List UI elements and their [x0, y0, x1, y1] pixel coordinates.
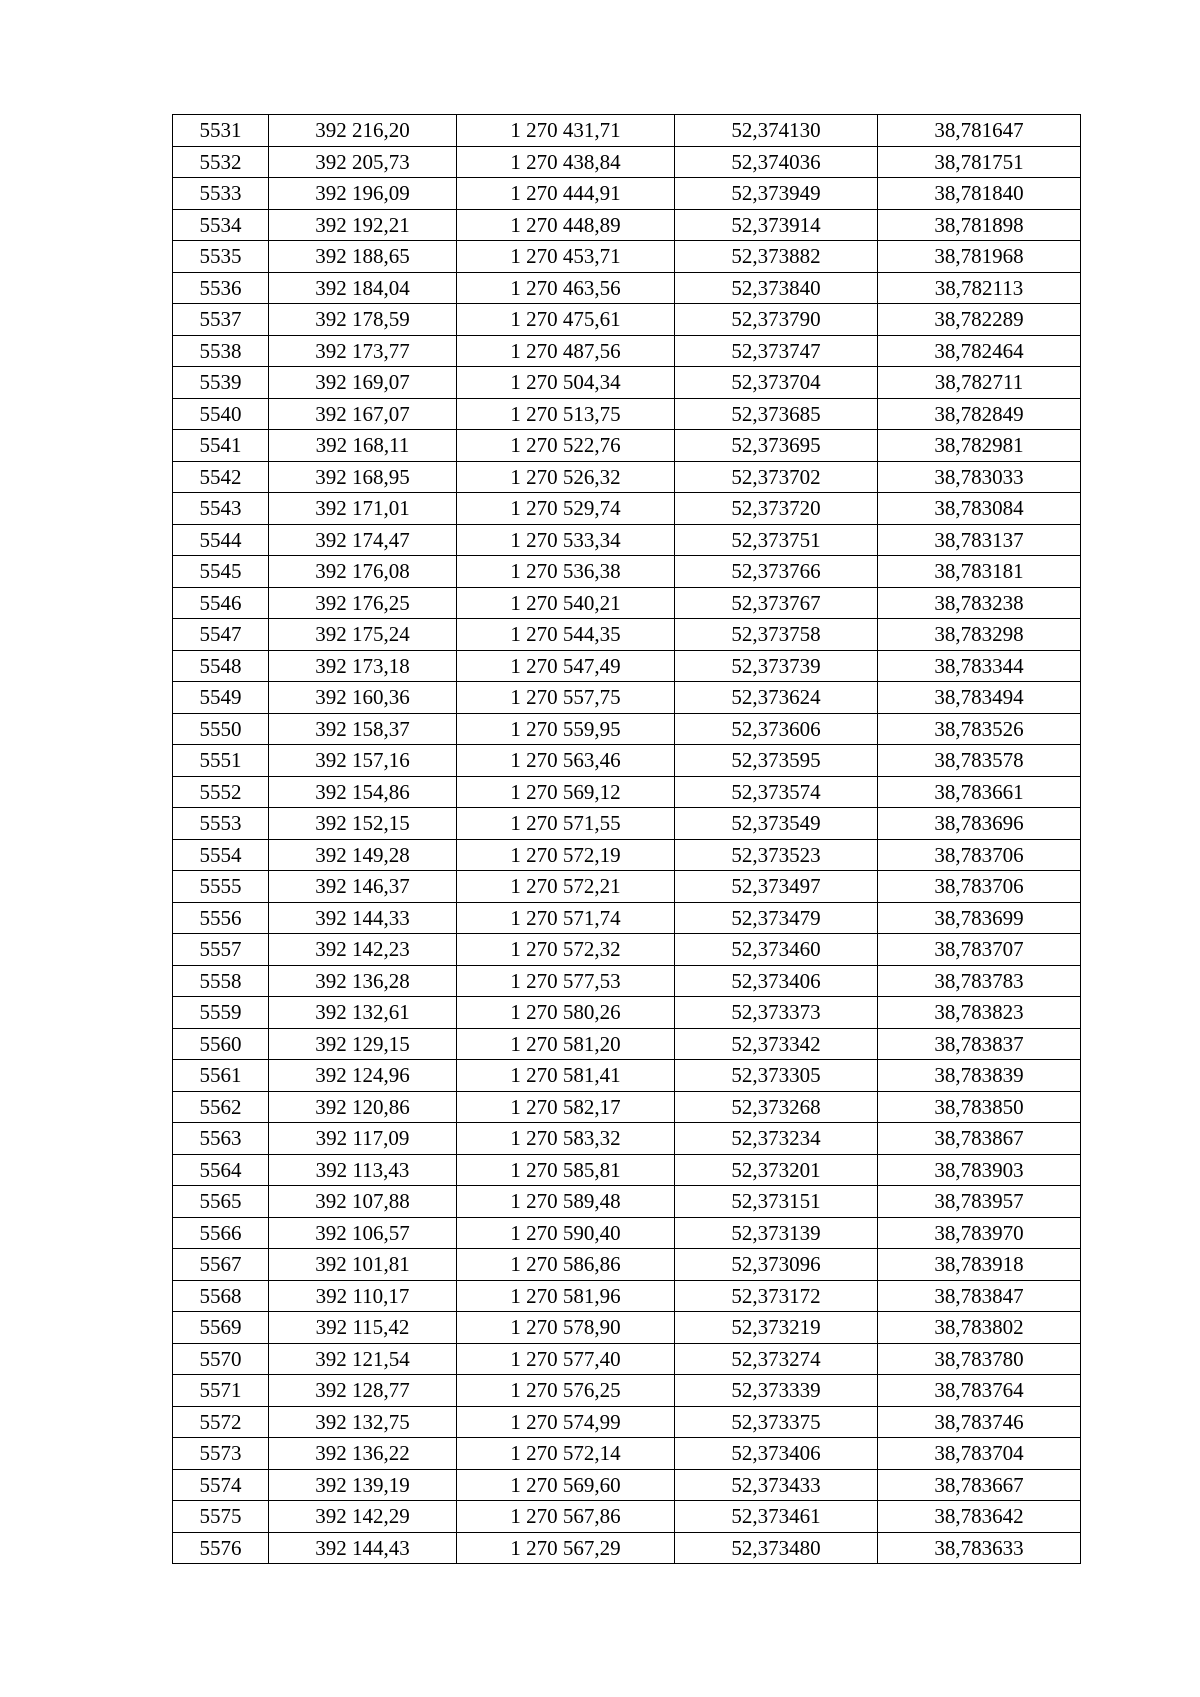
x-coordinate-cell: 392 173,18 [269, 650, 457, 682]
x-coordinate-cell: 392 175,24 [269, 619, 457, 651]
longitude-cell: 38,783706 [878, 839, 1081, 871]
x-coordinate-cell: 392 142,23 [269, 934, 457, 966]
x-coordinate-cell: 392 176,25 [269, 587, 457, 619]
longitude-cell: 38,783238 [878, 587, 1081, 619]
x-coordinate-cell: 392 121,54 [269, 1343, 457, 1375]
x-coordinate-cell: 392 110,17 [269, 1280, 457, 1312]
table-row [173, 241, 1081, 273]
y-coordinate-cell: 1 270 572,32 [457, 934, 675, 966]
table-row [173, 871, 1081, 903]
table-row [173, 776, 1081, 808]
table-row [173, 1438, 1081, 1470]
x-coordinate-cell: 392 196,09 [269, 178, 457, 210]
table-row [173, 272, 1081, 304]
point-number-cell: 5547 [173, 619, 269, 651]
longitude-cell: 38,783918 [878, 1249, 1081, 1281]
point-number-cell: 5573 [173, 1438, 269, 1470]
table-row [173, 398, 1081, 430]
longitude-cell: 38,781968 [878, 241, 1081, 273]
y-coordinate-cell: 1 270 572,14 [457, 1438, 675, 1470]
longitude-cell: 38,783699 [878, 902, 1081, 934]
longitude-cell: 38,783494 [878, 682, 1081, 714]
longitude-cell: 38,783802 [878, 1312, 1081, 1344]
y-coordinate-cell: 1 270 567,86 [457, 1501, 675, 1533]
latitude-cell: 52,373172 [675, 1280, 878, 1312]
point-number-cell: 5532 [173, 146, 269, 178]
table-row [173, 839, 1081, 871]
x-coordinate-cell: 392 168,11 [269, 430, 457, 462]
point-number-cell: 5546 [173, 587, 269, 619]
point-number-cell: 5550 [173, 713, 269, 745]
y-coordinate-cell: 1 270 585,81 [457, 1154, 675, 1186]
latitude-cell: 52,373914 [675, 209, 878, 241]
latitude-cell: 52,373479 [675, 902, 878, 934]
x-coordinate-cell: 392 113,43 [269, 1154, 457, 1186]
point-number-cell: 5554 [173, 839, 269, 871]
x-coordinate-cell: 392 142,29 [269, 1501, 457, 1533]
latitude-cell: 52,373139 [675, 1217, 878, 1249]
x-coordinate-cell: 392 176,08 [269, 556, 457, 588]
latitude-cell: 52,373201 [675, 1154, 878, 1186]
x-coordinate-cell: 392 171,01 [269, 493, 457, 525]
point-number-cell: 5548 [173, 650, 269, 682]
point-number-cell: 5565 [173, 1186, 269, 1218]
x-coordinate-cell: 392 216,20 [269, 115, 457, 147]
point-number-cell: 5540 [173, 398, 269, 430]
latitude-cell: 52,373882 [675, 241, 878, 273]
table-row [173, 902, 1081, 934]
latitude-cell: 52,373949 [675, 178, 878, 210]
latitude-cell: 52,373342 [675, 1028, 878, 1060]
x-coordinate-cell: 392 139,19 [269, 1469, 457, 1501]
latitude-cell: 52,373480 [675, 1532, 878, 1564]
table-row [173, 1091, 1081, 1123]
y-coordinate-cell: 1 270 475,61 [457, 304, 675, 336]
longitude-cell: 38,783696 [878, 808, 1081, 840]
y-coordinate-cell: 1 270 448,89 [457, 209, 675, 241]
latitude-cell: 52,373375 [675, 1406, 878, 1438]
point-number-cell: 5559 [173, 997, 269, 1029]
latitude-cell: 52,373790 [675, 304, 878, 336]
coordinates-table-body [173, 115, 1081, 1564]
y-coordinate-cell: 1 270 581,20 [457, 1028, 675, 1060]
latitude-cell: 52,374130 [675, 115, 878, 147]
longitude-cell: 38,783847 [878, 1280, 1081, 1312]
x-coordinate-cell: 392 132,61 [269, 997, 457, 1029]
longitude-cell: 38,783633 [878, 1532, 1081, 1564]
x-coordinate-cell: 392 168,95 [269, 461, 457, 493]
table-row [173, 367, 1081, 399]
y-coordinate-cell: 1 270 522,76 [457, 430, 675, 462]
latitude-cell: 52,373234 [675, 1123, 878, 1155]
latitude-cell: 52,373766 [675, 556, 878, 588]
point-number-cell: 5542 [173, 461, 269, 493]
latitude-cell: 52,373739 [675, 650, 878, 682]
latitude-cell: 52,373574 [675, 776, 878, 808]
longitude-cell: 38,782981 [878, 430, 1081, 462]
x-coordinate-cell: 392 115,42 [269, 1312, 457, 1344]
y-coordinate-cell: 1 270 540,21 [457, 587, 675, 619]
longitude-cell: 38,783033 [878, 461, 1081, 493]
point-number-cell: 5545 [173, 556, 269, 588]
latitude-cell: 52,374036 [675, 146, 878, 178]
latitude-cell: 52,373523 [675, 839, 878, 871]
y-coordinate-cell: 1 270 453,71 [457, 241, 675, 273]
longitude-cell: 38,782464 [878, 335, 1081, 367]
table-row [173, 1532, 1081, 1564]
point-number-cell: 5557 [173, 934, 269, 966]
longitude-cell: 38,783704 [878, 1438, 1081, 1470]
y-coordinate-cell: 1 270 513,75 [457, 398, 675, 430]
x-coordinate-cell: 392 167,07 [269, 398, 457, 430]
latitude-cell: 52,373433 [675, 1469, 878, 1501]
point-number-cell: 5564 [173, 1154, 269, 1186]
latitude-cell: 52,373720 [675, 493, 878, 525]
y-coordinate-cell: 1 270 533,34 [457, 524, 675, 556]
longitude-cell: 38,783137 [878, 524, 1081, 556]
y-coordinate-cell: 1 270 582,17 [457, 1091, 675, 1123]
table-row [173, 1217, 1081, 1249]
x-coordinate-cell: 392 174,47 [269, 524, 457, 556]
table-row [173, 1375, 1081, 1407]
latitude-cell: 52,373595 [675, 745, 878, 777]
latitude-cell: 52,373695 [675, 430, 878, 462]
latitude-cell: 52,373685 [675, 398, 878, 430]
longitude-cell: 38,783661 [878, 776, 1081, 808]
point-number-cell: 5553 [173, 808, 269, 840]
latitude-cell: 52,373549 [675, 808, 878, 840]
table-row [173, 1469, 1081, 1501]
point-number-cell: 5544 [173, 524, 269, 556]
x-coordinate-cell: 392 120,86 [269, 1091, 457, 1123]
x-coordinate-cell: 392 136,28 [269, 965, 457, 997]
latitude-cell: 52,373751 [675, 524, 878, 556]
x-coordinate-cell: 392 154,86 [269, 776, 457, 808]
longitude-cell: 38,783084 [878, 493, 1081, 525]
longitude-cell: 38,782113 [878, 272, 1081, 304]
coordinates-table [172, 114, 1081, 1564]
x-coordinate-cell: 392 178,59 [269, 304, 457, 336]
table-row [173, 1028, 1081, 1060]
x-coordinate-cell: 392 129,15 [269, 1028, 457, 1060]
table-row [173, 335, 1081, 367]
latitude-cell: 52,373096 [675, 1249, 878, 1281]
y-coordinate-cell: 1 270 569,12 [457, 776, 675, 808]
table-row [173, 587, 1081, 619]
point-number-cell: 5535 [173, 241, 269, 273]
latitude-cell: 52,373497 [675, 871, 878, 903]
x-coordinate-cell: 392 160,36 [269, 682, 457, 714]
point-number-cell: 5563 [173, 1123, 269, 1155]
table-row [173, 934, 1081, 966]
x-coordinate-cell: 392 149,28 [269, 839, 457, 871]
longitude-cell: 38,783578 [878, 745, 1081, 777]
latitude-cell: 52,373702 [675, 461, 878, 493]
longitude-cell: 38,783667 [878, 1469, 1081, 1501]
table-row [173, 146, 1081, 178]
point-number-cell: 5537 [173, 304, 269, 336]
table-row [173, 713, 1081, 745]
y-coordinate-cell: 1 270 590,40 [457, 1217, 675, 1249]
latitude-cell: 52,373704 [675, 367, 878, 399]
latitude-cell: 52,373758 [675, 619, 878, 651]
longitude-cell: 38,782849 [878, 398, 1081, 430]
table-row [173, 115, 1081, 147]
x-coordinate-cell: 392 157,16 [269, 745, 457, 777]
latitude-cell: 52,373406 [675, 965, 878, 997]
point-number-cell: 5562 [173, 1091, 269, 1123]
latitude-cell: 52,373461 [675, 1501, 878, 1533]
latitude-cell: 52,373624 [675, 682, 878, 714]
x-coordinate-cell: 392 158,37 [269, 713, 457, 745]
latitude-cell: 52,373274 [675, 1343, 878, 1375]
longitude-cell: 38,781751 [878, 146, 1081, 178]
latitude-cell: 52,373268 [675, 1091, 878, 1123]
table-row [173, 430, 1081, 462]
point-number-cell: 5569 [173, 1312, 269, 1344]
y-coordinate-cell: 1 270 547,49 [457, 650, 675, 682]
point-number-cell: 5549 [173, 682, 269, 714]
x-coordinate-cell: 392 124,96 [269, 1060, 457, 1092]
point-number-cell: 5533 [173, 178, 269, 210]
longitude-cell: 38,781840 [878, 178, 1081, 210]
y-coordinate-cell: 1 270 577,53 [457, 965, 675, 997]
longitude-cell: 38,783706 [878, 871, 1081, 903]
y-coordinate-cell: 1 270 583,32 [457, 1123, 675, 1155]
latitude-cell: 52,373767 [675, 587, 878, 619]
table-row [173, 556, 1081, 588]
point-number-cell: 5560 [173, 1028, 269, 1060]
table-row [173, 650, 1081, 682]
y-coordinate-cell: 1 270 557,75 [457, 682, 675, 714]
longitude-cell: 38,783867 [878, 1123, 1081, 1155]
table-row [173, 493, 1081, 525]
y-coordinate-cell: 1 270 536,38 [457, 556, 675, 588]
point-number-cell: 5534 [173, 209, 269, 241]
latitude-cell: 52,373373 [675, 997, 878, 1029]
y-coordinate-cell: 1 270 526,32 [457, 461, 675, 493]
table-row [173, 209, 1081, 241]
longitude-cell: 38,782711 [878, 367, 1081, 399]
point-number-cell: 5531 [173, 115, 269, 147]
latitude-cell: 52,373840 [675, 272, 878, 304]
y-coordinate-cell: 1 270 529,74 [457, 493, 675, 525]
point-number-cell: 5571 [173, 1375, 269, 1407]
x-coordinate-cell: 392 144,33 [269, 902, 457, 934]
table-row [173, 1123, 1081, 1155]
x-coordinate-cell: 392 117,09 [269, 1123, 457, 1155]
x-coordinate-cell: 392 192,21 [269, 209, 457, 241]
point-number-cell: 5574 [173, 1469, 269, 1501]
x-coordinate-cell: 392 205,73 [269, 146, 457, 178]
table-row [173, 1406, 1081, 1438]
point-number-cell: 5566 [173, 1217, 269, 1249]
x-coordinate-cell: 392 128,77 [269, 1375, 457, 1407]
x-coordinate-cell: 392 173,77 [269, 335, 457, 367]
table-row [173, 1249, 1081, 1281]
point-number-cell: 5556 [173, 902, 269, 934]
latitude-cell: 52,373339 [675, 1375, 878, 1407]
longitude-cell: 38,783823 [878, 997, 1081, 1029]
y-coordinate-cell: 1 270 559,95 [457, 713, 675, 745]
longitude-cell: 38,783707 [878, 934, 1081, 966]
table-row [173, 1343, 1081, 1375]
y-coordinate-cell: 1 270 586,86 [457, 1249, 675, 1281]
y-coordinate-cell: 1 270 572,19 [457, 839, 675, 871]
point-number-cell: 5538 [173, 335, 269, 367]
y-coordinate-cell: 1 270 574,99 [457, 1406, 675, 1438]
y-coordinate-cell: 1 270 563,46 [457, 745, 675, 777]
point-number-cell: 5572 [173, 1406, 269, 1438]
y-coordinate-cell: 1 270 431,71 [457, 115, 675, 147]
longitude-cell: 38,783181 [878, 556, 1081, 588]
point-number-cell: 5551 [173, 745, 269, 777]
longitude-cell: 38,783850 [878, 1091, 1081, 1123]
table-row [173, 965, 1081, 997]
table-row [173, 808, 1081, 840]
longitude-cell: 38,783970 [878, 1217, 1081, 1249]
longitude-cell: 38,783642 [878, 1501, 1081, 1533]
point-number-cell: 5567 [173, 1249, 269, 1281]
table-row [173, 1501, 1081, 1533]
table-row [173, 1312, 1081, 1344]
longitude-cell: 38,783764 [878, 1375, 1081, 1407]
longitude-cell: 38,783839 [878, 1060, 1081, 1092]
y-coordinate-cell: 1 270 589,48 [457, 1186, 675, 1218]
longitude-cell: 38,782289 [878, 304, 1081, 336]
y-coordinate-cell: 1 270 544,35 [457, 619, 675, 651]
table-row [173, 1154, 1081, 1186]
point-number-cell: 5552 [173, 776, 269, 808]
y-coordinate-cell: 1 270 577,40 [457, 1343, 675, 1375]
longitude-cell: 38,783783 [878, 965, 1081, 997]
point-number-cell: 5568 [173, 1280, 269, 1312]
table-row [173, 997, 1081, 1029]
x-coordinate-cell: 392 107,88 [269, 1186, 457, 1218]
y-coordinate-cell: 1 270 578,90 [457, 1312, 675, 1344]
point-number-cell: 5539 [173, 367, 269, 399]
point-number-cell: 5575 [173, 1501, 269, 1533]
longitude-cell: 38,783837 [878, 1028, 1081, 1060]
y-coordinate-cell: 1 270 581,41 [457, 1060, 675, 1092]
y-coordinate-cell: 1 270 580,26 [457, 997, 675, 1029]
point-number-cell: 5561 [173, 1060, 269, 1092]
y-coordinate-cell: 1 270 463,56 [457, 272, 675, 304]
latitude-cell: 52,373305 [675, 1060, 878, 1092]
point-number-cell: 5543 [173, 493, 269, 525]
latitude-cell: 52,373151 [675, 1186, 878, 1218]
x-coordinate-cell: 392 144,43 [269, 1532, 457, 1564]
longitude-cell: 38,783298 [878, 619, 1081, 651]
table-row [173, 461, 1081, 493]
point-number-cell: 5541 [173, 430, 269, 462]
longitude-cell: 38,783746 [878, 1406, 1081, 1438]
longitude-cell: 38,781647 [878, 115, 1081, 147]
x-coordinate-cell: 392 132,75 [269, 1406, 457, 1438]
y-coordinate-cell: 1 270 444,91 [457, 178, 675, 210]
point-number-cell: 5576 [173, 1532, 269, 1564]
table-row [173, 1186, 1081, 1218]
y-coordinate-cell: 1 270 576,25 [457, 1375, 675, 1407]
point-number-cell: 5555 [173, 871, 269, 903]
y-coordinate-cell: 1 270 487,56 [457, 335, 675, 367]
y-coordinate-cell: 1 270 571,74 [457, 902, 675, 934]
y-coordinate-cell: 1 270 572,21 [457, 871, 675, 903]
x-coordinate-cell: 392 101,81 [269, 1249, 457, 1281]
x-coordinate-cell: 392 146,37 [269, 871, 457, 903]
table-row [173, 682, 1081, 714]
latitude-cell: 52,373460 [675, 934, 878, 966]
longitude-cell: 38,783344 [878, 650, 1081, 682]
y-coordinate-cell: 1 270 569,60 [457, 1469, 675, 1501]
table-row [173, 178, 1081, 210]
point-number-cell: 5536 [173, 272, 269, 304]
latitude-cell: 52,373219 [675, 1312, 878, 1344]
x-coordinate-cell: 392 152,15 [269, 808, 457, 840]
table-row [173, 745, 1081, 777]
longitude-cell: 38,781898 [878, 209, 1081, 241]
x-coordinate-cell: 392 106,57 [269, 1217, 457, 1249]
latitude-cell: 52,373747 [675, 335, 878, 367]
x-coordinate-cell: 392 184,04 [269, 272, 457, 304]
x-coordinate-cell: 392 136,22 [269, 1438, 457, 1470]
table-row [173, 1060, 1081, 1092]
table-row [173, 304, 1081, 336]
longitude-cell: 38,783526 [878, 713, 1081, 745]
latitude-cell: 52,373406 [675, 1438, 878, 1470]
x-coordinate-cell: 392 169,07 [269, 367, 457, 399]
latitude-cell: 52,373606 [675, 713, 878, 745]
x-coordinate-cell: 392 188,65 [269, 241, 457, 273]
longitude-cell: 38,783903 [878, 1154, 1081, 1186]
table-row [173, 619, 1081, 651]
table-row [173, 1280, 1081, 1312]
y-coordinate-cell: 1 270 438,84 [457, 146, 675, 178]
longitude-cell: 38,783780 [878, 1343, 1081, 1375]
y-coordinate-cell: 1 270 567,29 [457, 1532, 675, 1564]
point-number-cell: 5558 [173, 965, 269, 997]
longitude-cell: 38,783957 [878, 1186, 1081, 1218]
y-coordinate-cell: 1 270 571,55 [457, 808, 675, 840]
table-row [173, 524, 1081, 556]
y-coordinate-cell: 1 270 581,96 [457, 1280, 675, 1312]
point-number-cell: 5570 [173, 1343, 269, 1375]
y-coordinate-cell: 1 270 504,34 [457, 367, 675, 399]
